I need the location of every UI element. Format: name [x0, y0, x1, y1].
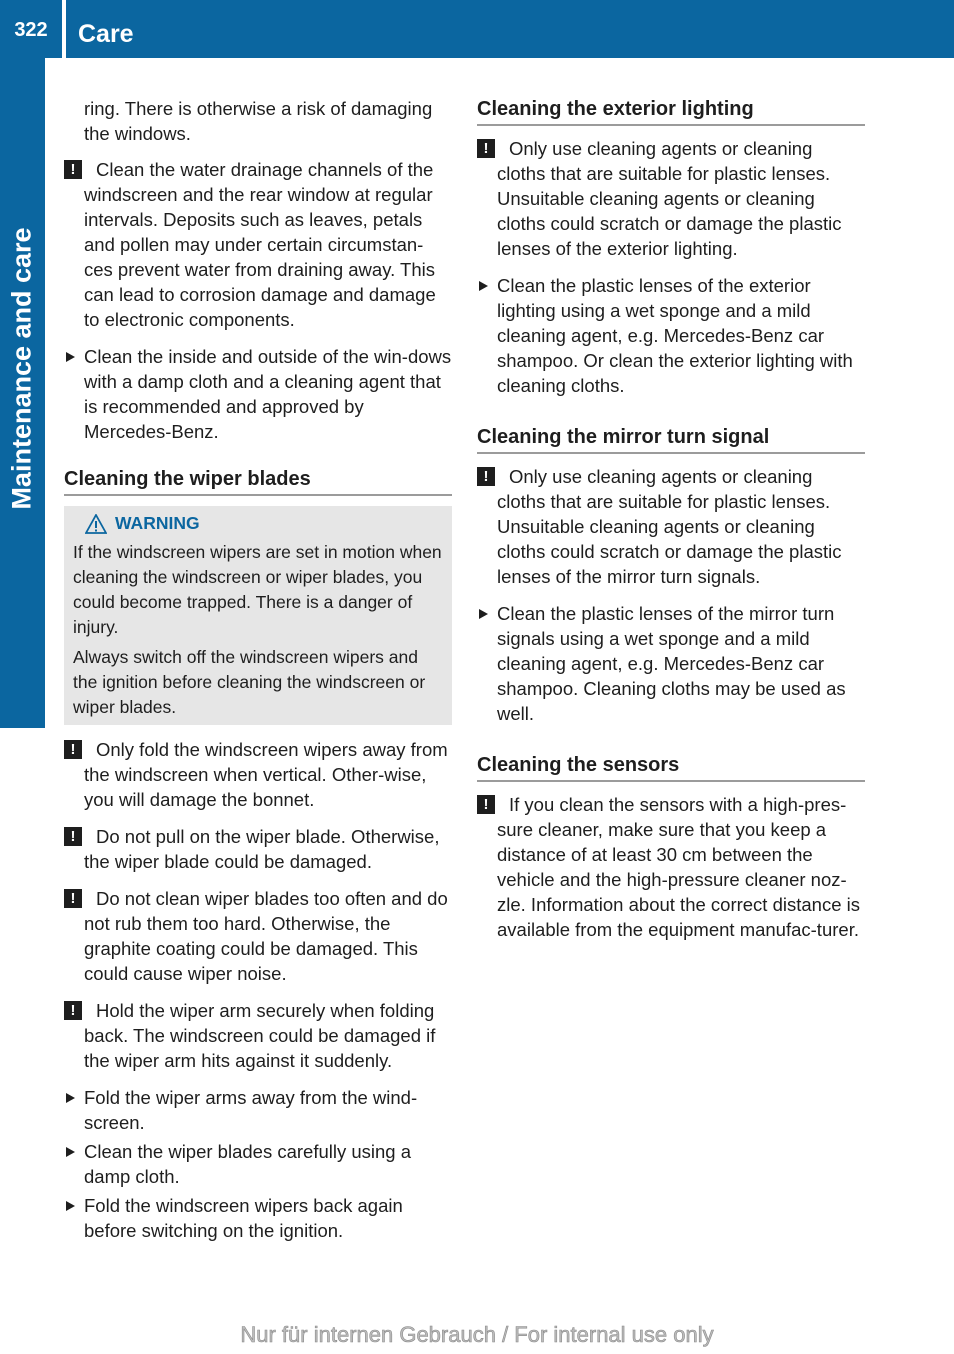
- note: [64, 824, 452, 874]
- exclamation-box-icon: !: [64, 160, 82, 179]
- step-text: Fold the wiper arms away from the wind-screen.: [84, 1087, 418, 1133]
- intro-text: ring. There is otherwise a risk of damaging the windows.: [84, 98, 433, 144]
- step-text: Clean the plastic lenses of the exterior lighting using a wet sponge and a mild cleaning agent, e.g. Mercedes-Benz car shampoo. Or clean the exterior lighting with cleaning cloths.: [497, 275, 853, 396]
- triangle-bullet-icon: [66, 1147, 75, 1157]
- watermark-footer: Nur für internen Gebrauch / For internal use only: [240, 1322, 714, 1347]
- step-text: Clean the plastic lenses of the mirror turn signals using a wet sponge and a mild cleaning agent, e.g. Mercedes-Benz car shampoo. Cleaning cloths may be used as well.: [497, 603, 846, 724]
- step: [477, 601, 865, 726]
- page-number: 322: [14, 18, 48, 41]
- warning-title-row: [73, 511, 443, 536]
- note: [64, 886, 452, 986]
- triangle-bullet-icon: [479, 281, 488, 291]
- triangle-bullet-icon: [479, 609, 488, 619]
- warning-text: If the windscreen wipers are set in motion when cleaning the windscreen or wiper blades, you could become trapped. There is a danger of injury.: [73, 542, 442, 637]
- side-tab-label: Maintenance and care: [7, 226, 38, 510]
- triangle-bullet-icon: [66, 352, 75, 362]
- section-title: Care: [78, 20, 134, 48]
- note: [64, 737, 452, 812]
- note: [477, 136, 865, 261]
- note-text: Only fold the windscreen wipers away from the windscreen when vertical. Other-wise, you will damage the bonnet.: [84, 739, 448, 810]
- side-tab-label-wrap: [0, 58, 45, 678]
- step: [477, 273, 865, 398]
- warning-title: WARNING: [115, 513, 200, 533]
- exclamation-box-icon: !: [64, 889, 82, 908]
- heading-exterior-lighting: Cleaning the exterior lighting: [477, 96, 865, 126]
- exclamation-box-icon: !: [477, 795, 495, 814]
- note-text: If you clean the sensors with a high-pres-sure cleaner, make sure that you keep a distance of at least 30 cm between the vehicle and the high-pressure cleaner noz-zle. Information about the correct distance is available from the equipment manufac-turer.: [497, 794, 860, 940]
- warning-triangle-icon: [85, 514, 107, 534]
- left-column: [64, 96, 452, 1247]
- right-column: [477, 96, 865, 954]
- note-text: Only use cleaning agents or cleaning cloths that are suitable for plastic lenses. Unsuitable cleaning agents or cleaning cloths could scratch or damage the plastic lenses of the mirror turn signals.: [497, 466, 842, 587]
- exclamation-box-icon: !: [477, 139, 495, 158]
- step: [64, 1193, 452, 1243]
- step-text: Fold the windscreen wipers back again before switching on the ignition.: [84, 1195, 403, 1241]
- note: [477, 792, 865, 942]
- note: [64, 157, 452, 332]
- exclamation-box-icon: !: [477, 467, 495, 486]
- step-text: Clean the inside and outside of the win-dows with a damp cloth and a cleaning agent that is recommended and approved by Mercedes-Benz.: [84, 346, 452, 442]
- note-text: Clean the water drainage channels of the windscreen and the rear window at regular intervals. Deposits such as leaves, petals and pollen may under certain circumstan-ces prevent water from draining away. This can lead to corrosion damage and damage to electronic components.: [84, 159, 436, 330]
- triangle-bullet-icon: [66, 1201, 75, 1211]
- exclamation-box-icon: !: [64, 827, 82, 846]
- exclamation-box-icon: !: [64, 1001, 82, 1020]
- note-text: Do not pull on the wiper blade. Otherwise, the wiper blade could be damaged.: [84, 826, 440, 872]
- note-text: Do not clean wiper blades too often and do not rub them too hard. Otherwise, the graphite coating could be damaged. This could cause wiper noise.: [84, 888, 448, 984]
- warning-box: [64, 506, 452, 725]
- step: [64, 344, 452, 444]
- heading-wiper-blades: Cleaning the wiper blades: [64, 466, 452, 496]
- note: [64, 998, 452, 1073]
- header-divider: [62, 0, 66, 58]
- triangle-bullet-icon: [66, 1093, 75, 1103]
- step-text: Clean the wiper blades carefully using a damp cloth.: [84, 1141, 412, 1187]
- note: [477, 464, 865, 589]
- note-text: Hold the wiper arm securely when folding back. The windscreen could be damaged if the wiper arm hits against it suddenly.: [84, 1000, 436, 1071]
- heading-mirror-turn-signal: Cleaning the mirror turn signal: [477, 424, 865, 454]
- note-text: Only use cleaning agents or cleaning cloths that are suitable for plastic lenses. Unsuitable cleaning agents or cleaning cloths could scratch or damage the plastic lenses of the exterior lighting.: [497, 138, 842, 259]
- step: [64, 1139, 452, 1189]
- warning-text: Always switch off the windscreen wipers and the ignition before cleaning the windscreen or wiper blades.: [73, 647, 426, 717]
- heading-sensors: Cleaning the sensors: [477, 752, 865, 782]
- exclamation-box-icon: !: [64, 740, 82, 759]
- step: [64, 1085, 452, 1135]
- header-bar: [0, 0, 954, 58]
